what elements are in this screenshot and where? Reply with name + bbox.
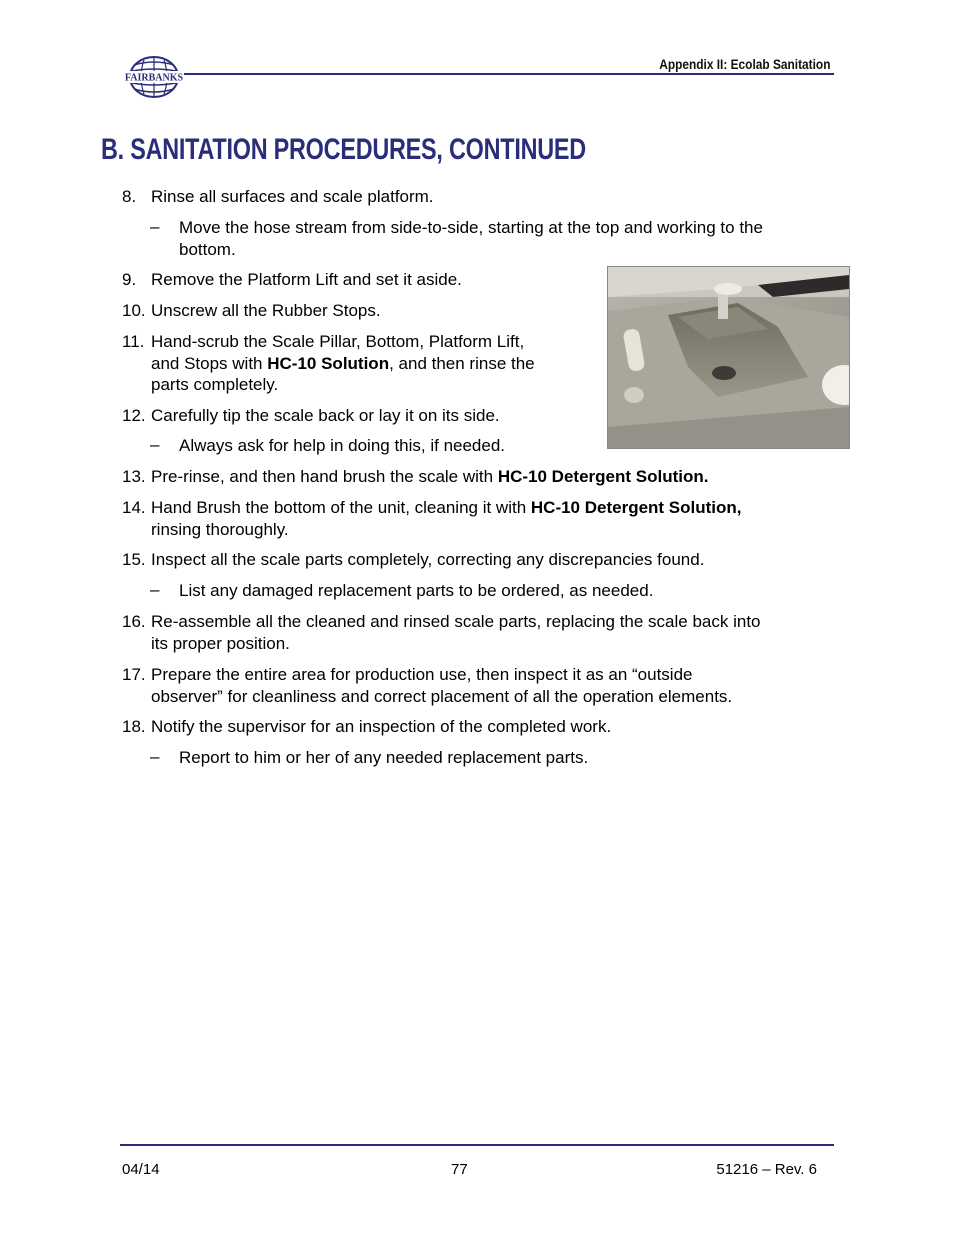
document-number: 51216 – Rev. 6 xyxy=(716,1161,817,1178)
page-number: 77 xyxy=(451,1161,468,1178)
logo-wordmark: FAIRBANKS xyxy=(124,72,184,84)
section-title: B. SANITATION PROCEDURES, CONTINUED xyxy=(101,133,586,166)
scale-platform-photo xyxy=(607,266,850,449)
footer-rule xyxy=(120,1144,834,1146)
header-rule xyxy=(184,73,834,75)
footer-date: 04/14 xyxy=(122,1161,160,1178)
running-header: Appendix II: Ecolab Sanitation xyxy=(658,56,830,72)
fairbanks-logo xyxy=(122,55,186,99)
